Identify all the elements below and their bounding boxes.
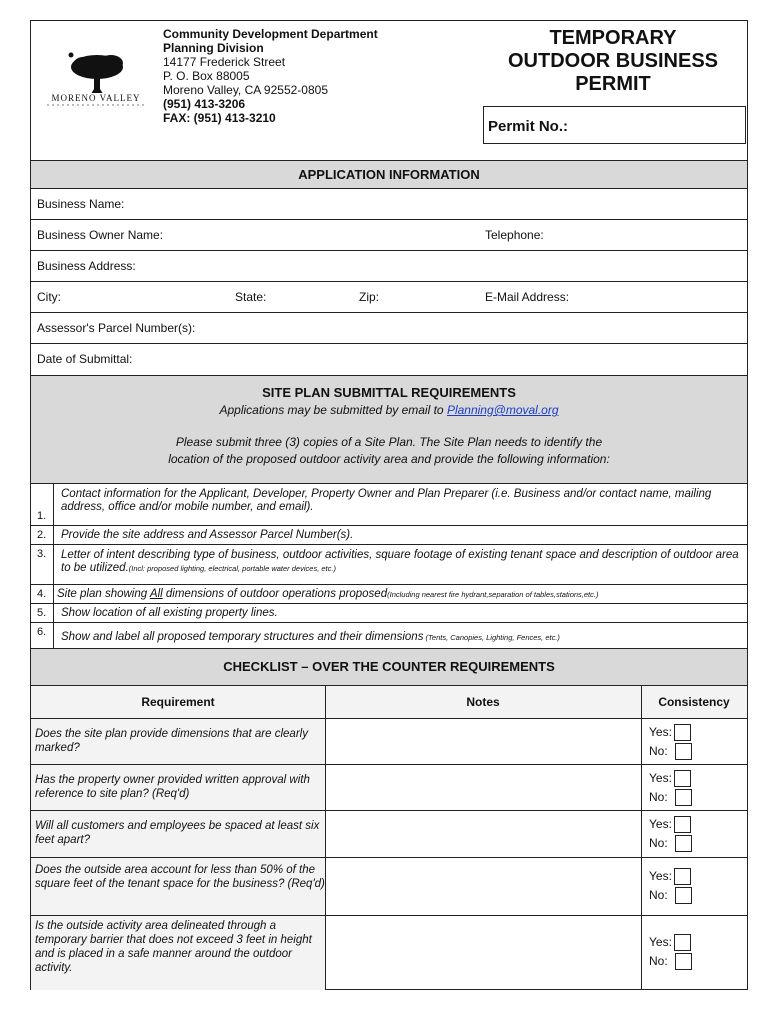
item-number xyxy=(31,623,54,648)
yes-label: Yes: xyxy=(649,869,672,883)
notes-cell[interactable] xyxy=(326,765,640,811)
notes-cell[interactable] xyxy=(326,916,640,990)
address-row[interactable] xyxy=(31,251,747,282)
consistency-column: Consistency xyxy=(658,695,730,709)
no-label: No: xyxy=(649,790,668,804)
owner-name-label: Business Owner Name: xyxy=(37,228,164,242)
title-line-1: TEMPORARY xyxy=(549,27,677,49)
tree-logo-icon xyxy=(37,45,155,117)
item-number-text: 6. xyxy=(37,626,47,638)
no-label: No: xyxy=(649,744,668,758)
logo-wordmark: MORENO VALLEY xyxy=(37,93,155,103)
email-label: E-Mail Address: xyxy=(485,290,570,304)
requirement-item-1 xyxy=(31,484,747,526)
item-number xyxy=(31,484,54,525)
item-number xyxy=(31,604,54,622)
requirement-text: Does the site plan provide dimensions that are clearly marked? xyxy=(35,728,308,754)
no-label: No: xyxy=(649,836,668,850)
no-checkbox[interactable] xyxy=(675,835,692,852)
planning-email-link[interactable]: Planning@moval.org xyxy=(446,403,559,417)
item-number xyxy=(31,526,54,544)
notes-cell[interactable] xyxy=(326,719,640,765)
email-instruction xyxy=(31,403,747,417)
item-4-text: Site plan showing All dimensions of outdoor operations proposed xyxy=(57,588,388,600)
yes-label: Yes: xyxy=(649,817,672,831)
notes-cell[interactable] xyxy=(326,858,640,916)
item-4-note: (Including nearest fire hydrant,separation of tables,stations,etc.) xyxy=(387,590,599,599)
fax-number: FAX: (951) 413-3210 xyxy=(163,111,276,125)
site-plan-heading: SITE PLAN SUBMITTAL REQUIREMENTS xyxy=(262,385,516,400)
item-3-note: (Incl: proposed lighting, electrical, portable water devices, etc.) xyxy=(128,564,336,573)
requirement-item-6 xyxy=(31,623,747,649)
email-prefix: Applications may be submitted by email to xyxy=(219,403,447,417)
yes-label: Yes: xyxy=(649,725,672,739)
no-label: No: xyxy=(649,954,668,968)
item-number-text: 1. xyxy=(37,510,47,522)
city-logo xyxy=(37,45,155,117)
yes-checkbox[interactable] xyxy=(674,934,691,951)
no-checkbox[interactable] xyxy=(675,953,692,970)
parcel-row[interactable] xyxy=(31,313,747,344)
requirement-item-4 xyxy=(31,585,747,604)
item-text xyxy=(57,588,745,601)
telephone-label: Telephone: xyxy=(485,228,544,242)
parcel-label: Assessor's Parcel Number(s): xyxy=(37,321,196,335)
owner-name-row[interactable] xyxy=(31,220,747,251)
column-divider xyxy=(641,686,642,990)
date-label: Date of Submittal: xyxy=(37,352,133,366)
yes-checkbox[interactable] xyxy=(674,770,691,787)
item-number xyxy=(31,545,54,584)
yes-checkbox[interactable] xyxy=(674,724,691,741)
item-number-text: 4. xyxy=(37,588,47,600)
instruction-line-2: location of the proposed outdoor activity area and provide the following information: xyxy=(168,452,610,466)
city-label: City: xyxy=(37,290,61,304)
item-6-note: (Tents, Canopies, Lighting, Fences, etc.) xyxy=(423,633,560,642)
no-checkbox[interactable] xyxy=(675,743,692,760)
item-text xyxy=(61,631,741,644)
item-number xyxy=(31,585,54,603)
item-text: Contact information for the Applicant, Developer, Property Owner and Plan Preparer (i.e. Business and/or contact name, mailing address, office and/or mobile number, and email). xyxy=(61,488,712,513)
item-text: Show location of all existing property lines. xyxy=(61,607,278,619)
consistency-choices xyxy=(649,723,692,761)
business-name-label: Business Name: xyxy=(37,197,125,211)
requirement-item-5 xyxy=(31,604,747,623)
consistency-choices xyxy=(649,769,692,807)
requirement-text: Has the property owner provided written approval with reference to site plan? (Req'd) xyxy=(35,774,310,800)
application-heading: APPLICATION INFORMATION xyxy=(31,160,747,189)
item-number-text: 5. xyxy=(37,607,47,619)
state-label: State: xyxy=(235,290,267,304)
checklist-column-header xyxy=(31,686,747,719)
requirement-item-3 xyxy=(31,545,747,585)
business-name-row[interactable] xyxy=(31,189,747,220)
requirement-text: Will all customers and employees be spaced at least six feet apart? xyxy=(35,820,320,846)
city-row[interactable] xyxy=(31,282,747,313)
date-row[interactable] xyxy=(31,344,747,375)
title-line-2: OUTDOOR BUSINESS xyxy=(507,50,719,72)
city-line: Moreno Valley, CA 92552-0805 xyxy=(163,83,328,97)
zip-label: Zip: xyxy=(359,290,380,304)
column-divider xyxy=(325,686,326,990)
street-address: 14177 Frederick Street xyxy=(163,55,286,69)
permit-number-label: Permit No.: xyxy=(488,118,569,135)
form-title xyxy=(483,27,743,96)
permit-form xyxy=(30,20,748,990)
item-number-text: 3. xyxy=(37,548,47,560)
consistency-choices xyxy=(649,815,692,853)
title-line-3: PERMIT xyxy=(575,73,651,95)
consistency-choices xyxy=(649,867,692,905)
instruction-line-1: Please submit three (3) copies of a Site Plan. The Site Plan needs to identify the xyxy=(175,435,603,449)
item-text: Provide the site address and Assessor Parcel Number(s). xyxy=(61,529,354,541)
consistency-choices xyxy=(649,933,692,971)
department-name: Community Development Department xyxy=(163,27,378,41)
yes-checkbox[interactable] xyxy=(674,816,691,833)
division-name: Planning Division xyxy=(163,41,264,55)
checklist-heading: CHECKLIST – OVER THE COUNTER REQUIREMENTS xyxy=(31,649,747,686)
yes-label: Yes: xyxy=(649,771,672,785)
requirement-text: Does the outside area account for less than 50% of the square feet of the tenant space for the business? (Req'd) xyxy=(35,864,325,890)
po-box: P. O. Box 88005 xyxy=(163,69,250,83)
requirement-text: Is the outside activity area delineated through a temporary barrier that does not exceed 3 feet in height and is placed in a safe manner around the outdoor activity. xyxy=(35,920,312,974)
yes-label: Yes: xyxy=(649,935,672,949)
address-label: Business Address: xyxy=(37,259,136,273)
yes-checkbox[interactable] xyxy=(674,868,691,885)
phone-number: (951) 413-3206 xyxy=(163,97,246,111)
site-plan-block xyxy=(31,375,747,484)
department-address xyxy=(163,27,463,125)
notes-column: Notes xyxy=(466,695,500,709)
no-checkbox[interactable] xyxy=(675,789,692,806)
requirement-column: Requirement xyxy=(141,695,215,709)
requirement-item-2 xyxy=(31,526,747,545)
no-label: No: xyxy=(649,888,668,902)
item-number-text: 2. xyxy=(37,529,47,541)
no-checkbox[interactable] xyxy=(675,887,692,904)
item-6-text: Show and label all proposed temporary structures and their dimensions xyxy=(61,631,424,643)
notes-cell[interactable] xyxy=(326,811,640,858)
item-text xyxy=(61,549,741,575)
item-3-text: Letter of intent describing type of business, outdoor activities, square footage of existing tenant space and description of outdoor area to be utilized. xyxy=(61,549,739,574)
permit-number-field[interactable] xyxy=(483,106,746,144)
